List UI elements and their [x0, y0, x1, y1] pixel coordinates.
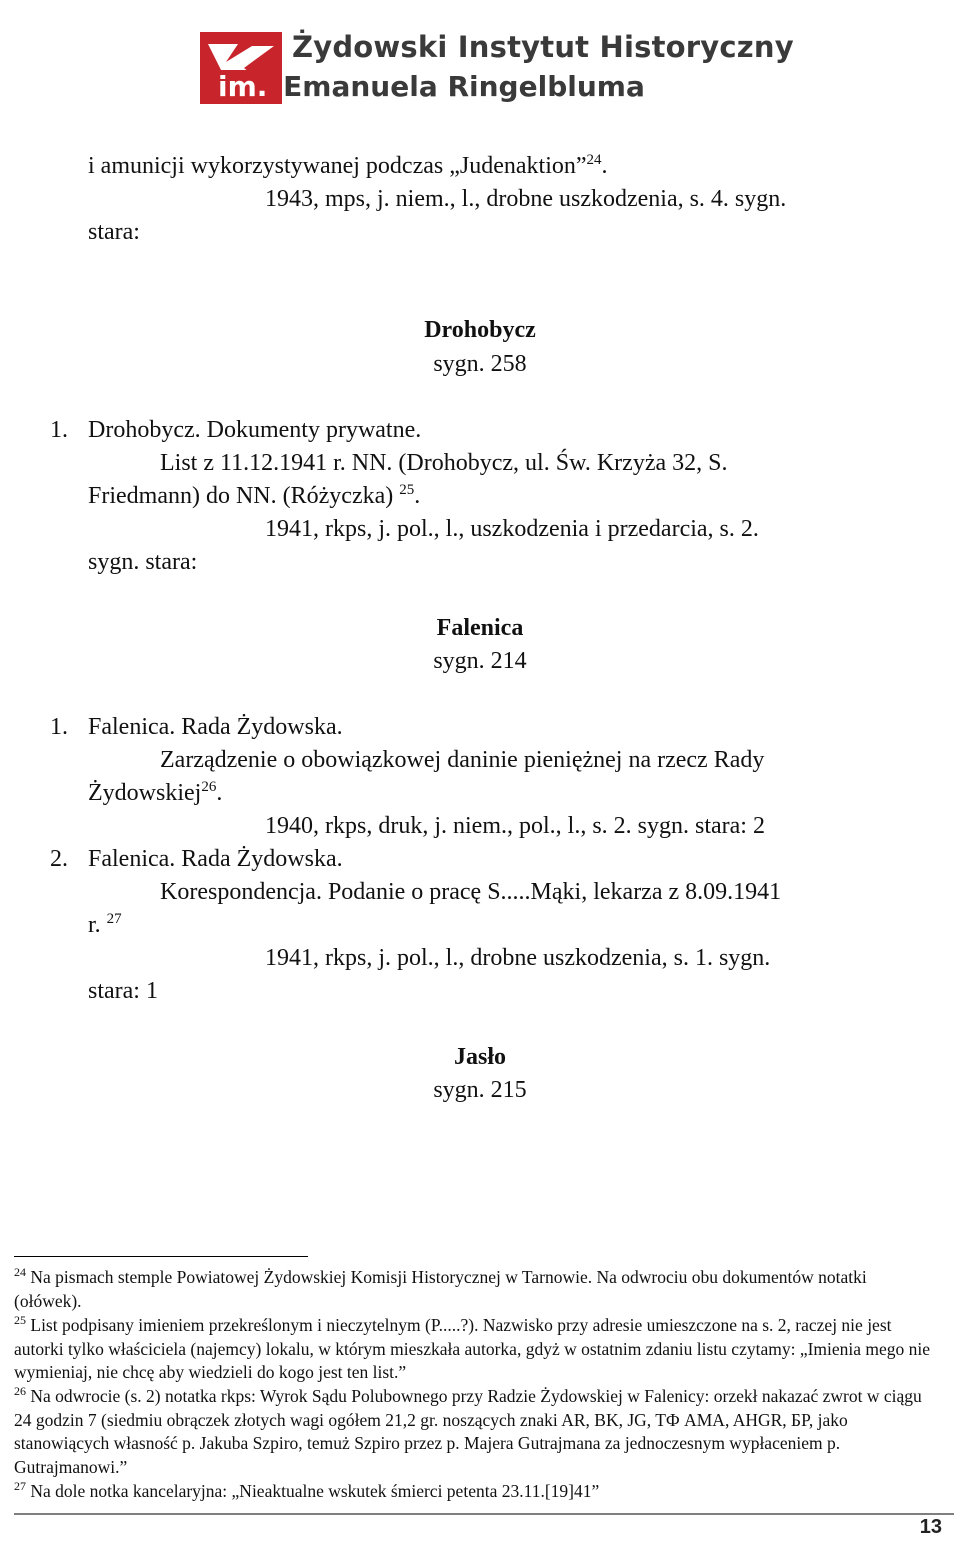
item-description-cont: Żydowskiej$^{26}$.	[88, 779, 223, 806]
item-title: Falenica. Rada Żydowska.	[88, 714, 343, 740]
footnote-ref-26[interactable]: 26	[201, 779, 217, 795]
intro-sygn-old: stara:	[88, 219, 140, 245]
footnote-ref-24[interactable]: 24	[586, 152, 602, 168]
section-sygn-jaslo: sygn. 215	[433, 1077, 527, 1103]
footnote-ref-27[interactable]: 27	[106, 911, 122, 927]
item-meta: 1940, rkps, druk, j. niem., pol., l., s. 2. sygn. stara: 2	[265, 813, 765, 839]
section-title-falenica: Falenica	[436, 615, 524, 641]
page-number: 13	[919, 1516, 942, 1538]
item-description-cont: r. $^{27}$	[88, 911, 122, 938]
item-number: 1.	[50, 417, 68, 443]
institute-subtitle	[200, 70, 645, 103]
item-description-cont: Friedmann) do NN. (Różyczka) $^{25}$.	[88, 482, 421, 509]
item-meta: 1941, rkps, j. pol., l., drobne uszkodzenia, s. 1. sygn.	[265, 945, 771, 971]
item-sygn-old: sygn. stara:	[88, 549, 198, 575]
item-sygn-old: stara: 1	[88, 978, 158, 1004]
item-description: Korespondencja. Podanie o pracę S.....Mąki, lekarza z 8.09.1941	[160, 879, 782, 905]
intro-line-1: i amunicji wykorzystywanej podczas „Judenaktion”$^{24}$.	[88, 152, 608, 179]
section-title-jaslo: Jasło	[453, 1044, 506, 1070]
section-sygn-falenica: sygn. 214	[433, 648, 527, 674]
footnote-separator	[14, 1256, 308, 1257]
footnote-25: $^{25}$ List podpisany imieniem przekreślonym i nieczytelnym (P.....?). Nazwisko przy adresie umieszczone na s. 2, raczej nie jest autorki tylko właściciela (najemcy) lokalu, w którym mieszkała autorka, gdyż w ostatnim zdaniu listu czytamy: „Imienia mego nie wymieniaj, nie chcę aby wiedzieli do kogo jest ten list.”	[14, 1313, 931, 1383]
section-sygn-drohobycz: sygn. 258	[433, 351, 527, 377]
footnote-26: $^{26}$ Na odwrocie (s. 2) notatka rkps: Wyrok Sądu Polubownego przy Radzie Żydowskiej w Falenicy: orzekł nakazać zwrot w ciągu 24 godzin 7 (siedmiu obrączek złotych wagi ogółem 21,2 gr. noszących znaki AR, BK, JG, TФ AMA, AHGR, БP, jako stanowiących własność p. Jakuba Szpiro, temuż Szpiro przez p. Majera Gutrajmana za jednoczesnym wypłaceniem p. Gutrajmanowi.”	[14, 1384, 922, 1477]
institute-logo	[200, 28, 794, 108]
section-title-drohobycz: Drohobycz	[424, 317, 536, 343]
item-title: Falenica. Rada Żydowska.	[88, 846, 343, 872]
page-footer-rule	[14, 1513, 954, 1515]
institute-name: Żydowski Instytut Historyczny	[292, 30, 794, 64]
item-title: Drohobycz. Dokumenty prywatne.	[88, 417, 422, 443]
institute-prefix: im.	[200, 70, 273, 103]
item-number: 2.	[50, 846, 68, 872]
institute-patron: Emanuela Ringelbluma	[283, 70, 645, 103]
item-description: Zarządzenie o obowiązkowej daninie pieniężnej na rzecz Rady	[160, 747, 765, 773]
item-number: 1.	[50, 714, 68, 740]
item-meta: 1941, rkps, j. pol., l., uszkodzenia i przedarcia, s. 2.	[265, 516, 759, 542]
footnote-ref-25[interactable]: 25	[399, 482, 415, 498]
intro-meta: 1943, mps, j. niem., l., drobne uszkodzenia, s. 4. sygn.	[265, 186, 787, 212]
footnote-24: $^{24}$ Na pismach stemple Powiatowej Żydowskiej Komisji Historycznej w Tarnowie. Na odwrociu obu dokumentów notatki (ołówek).	[14, 1265, 867, 1311]
item-description: List z 11.12.1941 r. NN. (Drohobycz, ul. Św. Krzyża 32, S.	[160, 450, 728, 476]
footnote-27: $^{27}$ Na dole notka kancelaryjna: „Nieaktualne wskutek śmierci petenta 23.11.[19]41”	[14, 1479, 600, 1501]
